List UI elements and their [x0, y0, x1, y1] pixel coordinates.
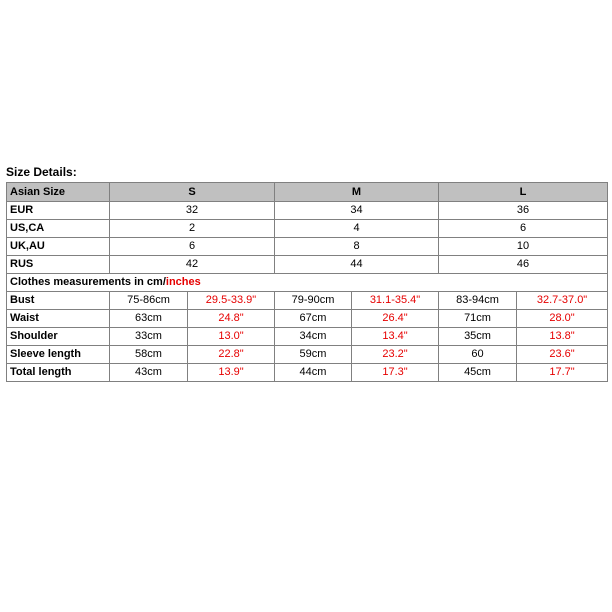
row-label: RUS [7, 256, 110, 274]
measurement-rows [7, 292, 608, 382]
cm-value-cell: 59cm [275, 346, 352, 364]
size-value-cell: 6 [439, 220, 608, 238]
table-header-row [7, 183, 608, 202]
table-row [7, 238, 608, 256]
inch-value-cell: 17.7" [517, 364, 608, 382]
inch-value-cell: 29.5-33.9" [188, 292, 275, 310]
size-value-cell: 2 [110, 220, 275, 238]
size-chart [6, 164, 607, 382]
table-row [7, 256, 608, 274]
cm-value-cell: 45cm [439, 364, 517, 382]
size-table [6, 182, 608, 382]
inch-value-cell: 22.8" [188, 346, 275, 364]
inch-value-cell: 31.1-35.4" [352, 292, 439, 310]
header-label: Asian Size [7, 183, 110, 202]
inch-value-cell: 17.3" [352, 364, 439, 382]
size-value-cell: 42 [110, 256, 275, 274]
inch-value-cell: 24.8" [188, 310, 275, 328]
cm-value-cell: 75-86cm [110, 292, 188, 310]
cm-value-cell: 44cm [275, 364, 352, 382]
table-row [7, 310, 608, 328]
inch-value-cell: 13.9" [188, 364, 275, 382]
row-label: Shoulder [7, 328, 110, 346]
inch-value-cell: 32.7-37.0" [517, 292, 608, 310]
cm-value-cell: 43cm [110, 364, 188, 382]
table-row [7, 364, 608, 382]
row-label: Bust [7, 292, 110, 310]
table-row [7, 220, 608, 238]
inch-value-cell: 13.4" [352, 328, 439, 346]
size-value-cell: 10 [439, 238, 608, 256]
inch-value-cell: 23.6" [517, 346, 608, 364]
section-prefix: Clothes measurements in cm/ [10, 276, 166, 288]
size-details-title: Size Details: [6, 165, 77, 179]
row-label: US,CA [7, 220, 110, 238]
inch-value-cell: 26.4" [352, 310, 439, 328]
inch-value-cell: 13.8" [517, 328, 608, 346]
cm-value-cell: 33cm [110, 328, 188, 346]
cm-value-cell: 71cm [439, 310, 517, 328]
row-label: Sleeve length [7, 346, 110, 364]
cm-value-cell: 35cm [439, 328, 517, 346]
cm-value-cell: 60 [439, 346, 517, 364]
cm-value-cell: 79-90cm [275, 292, 352, 310]
table-row [7, 328, 608, 346]
section-row [7, 274, 608, 292]
cm-value-cell: 63cm [110, 310, 188, 328]
measurements-section-label [7, 274, 608, 292]
cm-value-cell: 34cm [275, 328, 352, 346]
inch-value-cell: 28.0" [517, 310, 608, 328]
row-label: Total length [7, 364, 110, 382]
cm-value-cell: 83-94cm [439, 292, 517, 310]
inch-value-cell: 23.2" [352, 346, 439, 364]
header-size-l: L [439, 183, 608, 202]
size-value-cell: 36 [439, 202, 608, 220]
header-size-m: M [275, 183, 439, 202]
section-suffix: inches [165, 276, 201, 288]
size-value-cell: 4 [275, 220, 439, 238]
row-label: EUR [7, 202, 110, 220]
size-conversion-rows [7, 202, 608, 274]
row-label: Waist [7, 310, 110, 328]
inch-value-cell: 13.0" [188, 328, 275, 346]
size-value-cell: 44 [275, 256, 439, 274]
cm-value-cell: 58cm [110, 346, 188, 364]
size-value-cell: 6 [110, 238, 275, 256]
size-value-cell: 34 [275, 202, 439, 220]
table-row [7, 202, 608, 220]
cm-value-cell: 67cm [275, 310, 352, 328]
size-value-cell: 32 [110, 202, 275, 220]
row-label: UK,AU [7, 238, 110, 256]
size-value-cell: 8 [275, 238, 439, 256]
size-value-cell: 46 [439, 256, 608, 274]
table-row [7, 292, 608, 310]
table-row [7, 346, 608, 364]
header-size-s: S [110, 183, 275, 202]
